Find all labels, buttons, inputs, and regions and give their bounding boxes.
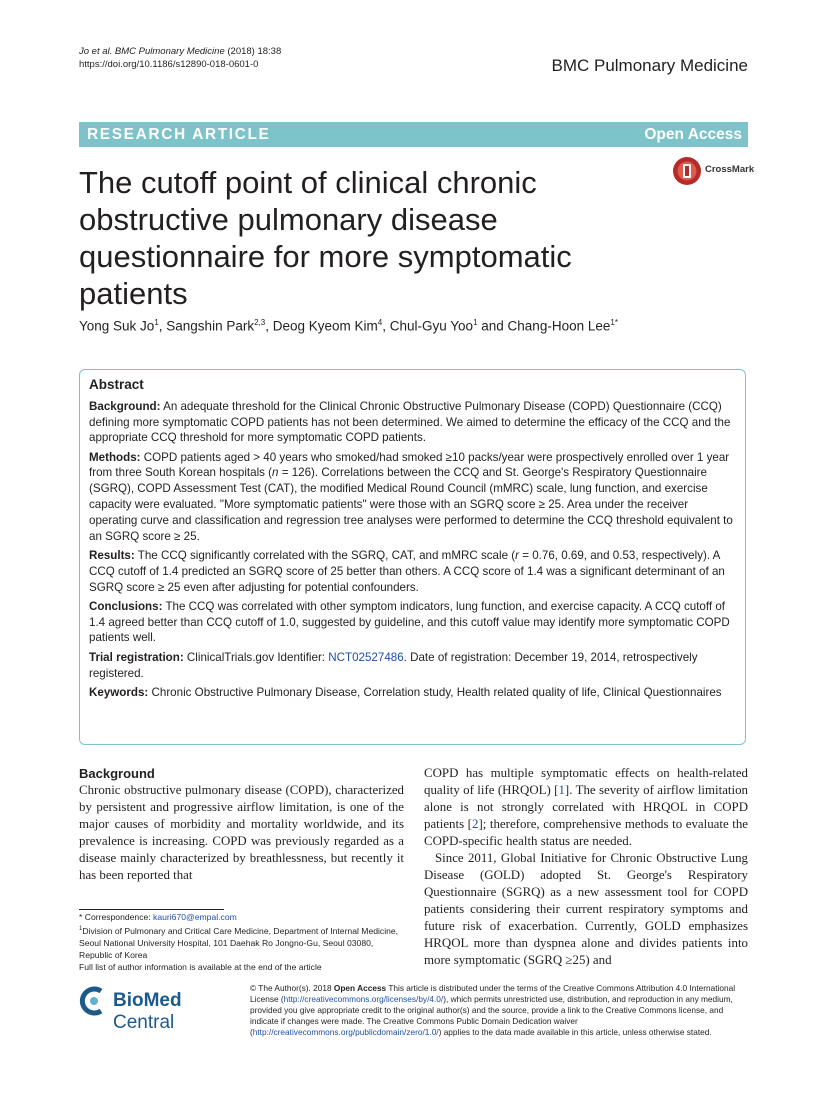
author[interactable]: Chang-Hoon Lee bbox=[507, 318, 611, 334]
journal-name: BMC Pulmonary Medicine bbox=[551, 56, 748, 75]
affiliation-text: Division of Pulmonary and Critical Care Medicine, Department of Internal Medicine, Seoul National University Hospital, 101 Daehak Ro Jongno-Gu, Seoul 03080, Republic of Korea bbox=[79, 925, 399, 960]
author[interactable]: Sangshin Park bbox=[166, 318, 255, 334]
crossmark-label: CrossMark bbox=[705, 164, 755, 175]
section-text: ClinicalTrials.gov Identifier: bbox=[183, 650, 329, 664]
affiliation-mark: 2,3 bbox=[254, 318, 266, 327]
author[interactable]: Chul-Gyu Yoo bbox=[389, 318, 474, 334]
body-paragraph: Since 2011, Global Initiative for Chronic Obstructive Lung Disease (GOLD) adopted St. George's Respiratory Questionnaire (SGRQ) as a new assessment tool for COPD patients considering their current respiratory symptoms and future risk of exacerbation. Currently, GOLD emphasizes HRQOL more than dyspnea alone and divides patients into more symptomatic (SGRQ ≥25) and bbox=[424, 851, 748, 967]
section-text: An adequate threshold for the Clinical Chronic Obstructive Pulmonary Disease (COPD) Questionnaire (CCQ) defining more symptomatic COPD patients has not been determined. We aimed to determine the efficacy of the CCQ and the appropriate CCQ threshold for more symptomatic COPD patients. bbox=[89, 399, 731, 445]
affiliation-mark: 1 bbox=[473, 318, 478, 327]
article-citation bbox=[79, 45, 281, 71]
affiliation-mark: 4 bbox=[377, 318, 383, 327]
separator: , bbox=[158, 318, 167, 334]
article-type-label: RESEARCH ARTICLE bbox=[87, 126, 271, 143]
section-label: Keywords: bbox=[89, 685, 149, 699]
section-label: Results: bbox=[89, 548, 135, 562]
section-text: . Date of registration: December 19, 2014, retrospectively registered. bbox=[89, 650, 698, 680]
body-text: ]. The severity of airflow limitation alone is not strongly correlated with HRQOL in COPD patients [ bbox=[424, 783, 748, 831]
abstract-methods bbox=[89, 450, 738, 545]
section-text: Chronic Obstructive Pulmonary Disease, Correlation study, Health related quality of life, Clinical Questionnaires bbox=[148, 685, 722, 699]
body-left-column bbox=[79, 765, 404, 884]
correspondence-email[interactable]: kauri670@empal.com bbox=[153, 912, 237, 922]
reference-link[interactable]: 1 bbox=[558, 783, 565, 797]
biomed-central-icon bbox=[79, 986, 109, 1016]
author[interactable]: Yong Suk Jo bbox=[79, 318, 155, 334]
abstract-heading: Abstract bbox=[89, 377, 144, 392]
abstract-results bbox=[89, 548, 738, 595]
body-text: COPD has multiple symptomatic effects on health-related quality of life (HRQOL) [ bbox=[424, 766, 748, 797]
open-access-label: Open Access bbox=[644, 126, 742, 143]
logo-bold-part: BioMed bbox=[113, 990, 182, 1011]
affiliation-line bbox=[79, 923, 409, 961]
italic-symbol: r bbox=[515, 548, 519, 562]
section-label: Methods: bbox=[89, 450, 141, 464]
article-type-banner bbox=[79, 122, 748, 147]
citation-journal: Jo et al. BMC Pulmonary Medicine bbox=[79, 46, 225, 57]
background-heading: Background bbox=[79, 766, 155, 781]
article-title: The cutoff point of clinical chronic obstructive pulmonary disease questionnaire for more symptomatic patients bbox=[79, 165, 572, 311]
license-open-access: Open Access bbox=[333, 983, 387, 993]
section-text: = 0.76, 0.69, and 0.53, respectively). A CCQ cutoff of 1.4 predicted an SGRQ score of 25 better than others. A CCQ score of 1.4 was a significant determinant of an SGRQ score ≥ 25 even after adjusting for potential confounders. bbox=[89, 548, 725, 594]
license-text: ) applies to the data made available in this article, unless otherwise stated. bbox=[438, 1027, 712, 1037]
body-right-column bbox=[424, 765, 748, 969]
affiliation-mark: 1 bbox=[79, 926, 83, 932]
abstract-keywords bbox=[89, 685, 738, 701]
abstract-trial-registration bbox=[89, 650, 738, 682]
section-label: Conclusions: bbox=[89, 599, 163, 613]
abstract-box bbox=[79, 369, 746, 745]
citation-volume: (2018) 18:38 bbox=[224, 46, 282, 57]
license-statement bbox=[250, 983, 748, 1038]
doi-link[interactable]: https://doi.org/10.1186/s12890-018-0601-0 bbox=[79, 59, 259, 70]
author-list bbox=[79, 318, 618, 334]
license-text: © The Author(s). 2018 bbox=[250, 983, 334, 993]
publisher-logo-text bbox=[113, 990, 239, 1034]
abstract-conclusions bbox=[89, 599, 738, 646]
italic-symbol: n bbox=[272, 466, 279, 480]
section-label: Trial registration: bbox=[89, 650, 184, 664]
abstract-background bbox=[89, 399, 738, 446]
reference-link[interactable]: 2 bbox=[471, 817, 479, 831]
waiver-url-link[interactable]: http://creativecommons.org/publicdomain/zero/1.0/ bbox=[252, 1027, 439, 1037]
separator: , bbox=[382, 318, 390, 334]
crossmark-badge[interactable] bbox=[672, 156, 755, 188]
publisher-logo bbox=[79, 986, 239, 1033]
separator: and bbox=[477, 318, 508, 334]
logo-regular-part: Central bbox=[113, 1012, 175, 1033]
section-text: The CCQ significantly correlated with the SGRQ, CAT, and mMRC scale ( bbox=[134, 548, 516, 562]
section-text: = 126). Correlations between the CCQ and St. George's Respiratory Questionnaire (SGRQ), COPD Assessment Test (CAT), the modified Medical Round Council (mMRC) scale, lung function, and exercise capacity were evaluated. "More symptomatic patients" were those with an SGRQ score ≥ 25. Area under the receiver operating curve and classification and regression tree analyses were performed to determine the CCQ threshold equivalent to an SGRQ score ≥ 25. bbox=[89, 466, 733, 543]
crossmark-icon bbox=[672, 156, 702, 186]
body-text: ]; therefore, comprehensive methods to evaluate the COPD-specific health status are needed. bbox=[424, 817, 748, 848]
license-text: This article is distributed under the terms of the Creative Commons Attribution 4.0 International License ( bbox=[250, 983, 736, 1004]
footnotes bbox=[79, 911, 409, 973]
separator: , bbox=[265, 318, 273, 334]
license-text: ), which permits unrestricted use, distribution, and reproduction in any medium, provided you give appropriate credit to the original author(s) and the source, provide a link to the Creative Commons license, and indicate if changes were made. The Creative Commons Public Domain Dedication waiver ( bbox=[250, 994, 733, 1037]
author-info-note: Full list of author information is available at the end of the article bbox=[79, 961, 322, 972]
correspondence-line bbox=[79, 911, 409, 923]
correspondence-label: * Correspondence: bbox=[79, 912, 154, 922]
section-text: The CCQ was correlated with other symptom indicators, lung function, and exercise capacity. A CCQ cutoff of 1.4 agreed better than CCQ cutoff of 1.0, suggested by guideline, and this cutoff value may identify more symptomatic COPD patients well. bbox=[89, 599, 730, 645]
section-label: Background: bbox=[89, 399, 161, 413]
body-paragraph: Chronic obstructive pulmonary disease (COPD), characterized by persistent and progressive airflow limitation, is one of the major causes of morbidity and mortality worldwide, and its prevalence is increasing. COPD was previously regarded as a disease mainly characterized by breathlessness, but recently it has been reported that bbox=[79, 783, 404, 882]
trial-id-link[interactable]: NCT02527486 bbox=[328, 650, 404, 664]
affiliation-mark: 1* bbox=[610, 318, 618, 327]
license-url-link[interactable]: http://creativecommons.org/licenses/by/4.0/ bbox=[283, 994, 444, 1004]
section-text: COPD patients aged > 40 years who smoked/had smoked ≥10 packs/year were prospectively enrolled over 1 year from three South Korean hospitals ( bbox=[89, 450, 730, 480]
footnote-divider bbox=[79, 909, 224, 910]
affiliation-mark: 1 bbox=[154, 318, 159, 327]
body-paragraph bbox=[424, 765, 748, 850]
author[interactable]: Deog Kyeom Kim bbox=[272, 318, 378, 334]
